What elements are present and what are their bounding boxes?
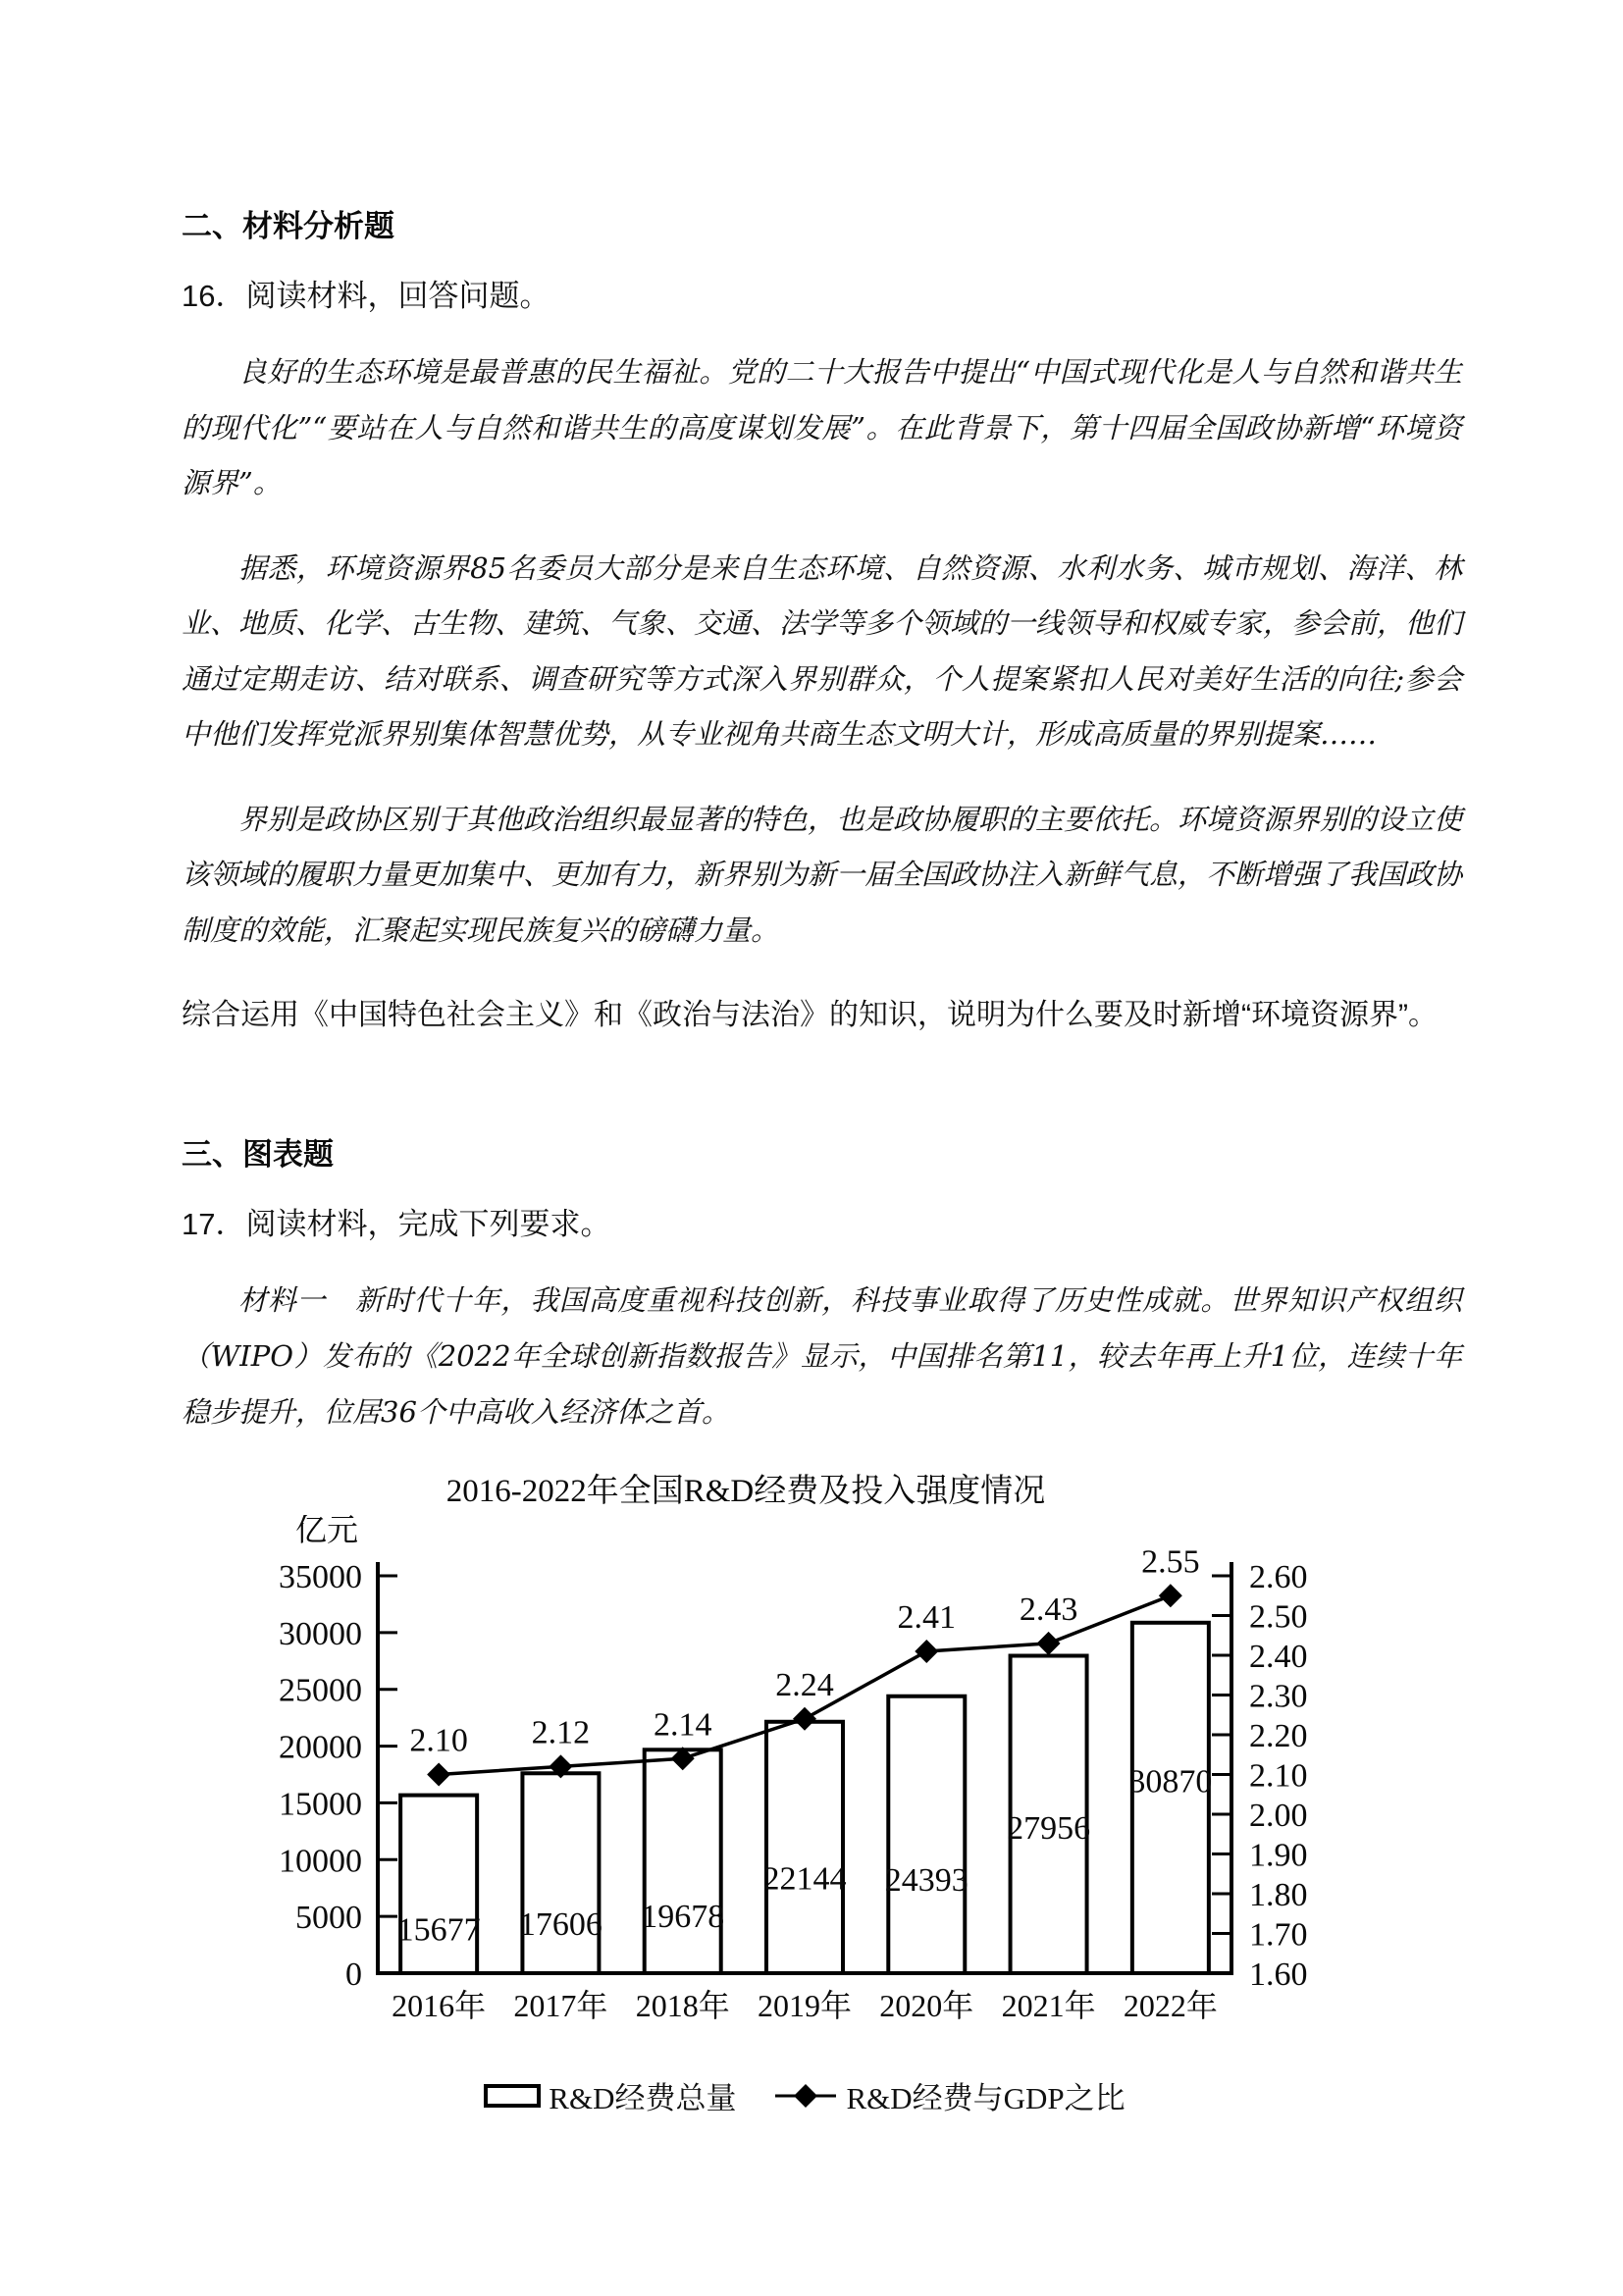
svg-text:24393: 24393 [884, 1862, 969, 1900]
svg-text:2.10: 2.10 [409, 1722, 468, 1759]
legend-item-bar [484, 2073, 736, 2117]
svg-text:2018年: 2018年 [635, 1988, 730, 2024]
svg-text:1.90: 1.90 [1249, 1837, 1308, 1874]
svg-text:2020年: 2020年 [879, 1988, 974, 2024]
svg-text:2022年: 2022年 [1123, 1988, 1218, 2024]
q16-material-paragraph-3: 界别是政协区别于其他政治组织最显著的特色，也是政协履职的主要依托。环境资源界别的设立使该领域的履职力量更加集中、更加有力，新界别为新一届全国政协注入新鲜气息，不断增强了我国政协制度的效能，汇聚起实现民族复兴的磅礴力量。 [182, 802, 1463, 947]
svg-text:2017年: 2017年 [513, 1988, 608, 2024]
svg-text:2.40: 2.40 [1249, 1639, 1308, 1676]
svg-text:15677: 15677 [396, 1911, 481, 1949]
svg-text:亿元: 亿元 [294, 1515, 359, 1548]
question-16-heading: 16．阅读材料，回答问题。 [182, 279, 550, 313]
svg-text:2021年: 2021年 [1001, 1988, 1096, 2024]
bar-swatch-icon [484, 2084, 541, 2108]
svg-text:2.10: 2.10 [1249, 1757, 1308, 1795]
svg-text:2.00: 2.00 [1249, 1798, 1308, 1835]
svg-text:35000: 35000 [279, 1559, 362, 1596]
svg-text:22144: 22144 [762, 1860, 847, 1898]
svg-text:2.50: 2.50 [1249, 1598, 1308, 1636]
svg-text:2019年: 2019年 [757, 1988, 853, 2024]
q16-task-text: 综合运用《中国特色社会主义》和《政治与法治》的知识，说明为什么要及时新增“环境资源界”。 [182, 999, 1438, 1032]
section-2-heading: 二、材料分析题 [182, 209, 394, 243]
rd-chart-svg [182, 1515, 1428, 2066]
chart-title: 2016-2022年全国R&D经费及投入强度情况 [445, 1474, 1046, 1510]
q16-material-paragraph-2: 据悉，环境资源界85名委员大部分是来自生态环境、自然资源、水利水务、城市规划、海洋、林业、地质、化学、古生物、建筑、气象、交通、法学等多个领域的一线领导和权威专家，参会前，他们通过定期走访、结对联系、调查研究等方式深入界别群众，个人提案紧扣人民对美好生活的向往;参会中他们发挥党派界别集体智慧优势，从专业视角共商生态文明大计，形成高质量的界别提案…… [182, 550, 1463, 752]
svg-text:30870: 30870 [1128, 1763, 1213, 1800]
svg-text:2.30: 2.30 [1249, 1678, 1308, 1715]
q17-material-1-paragraph: 材料一 新时代十年，我国高度重视科技创新，科技事业取得了历史性成就。世界知识产权组织（WIPO）发布的《2022年全球创新指数报告》显示，中国排名第11，较去年再上升1位，连续十年稳步提升，位居36个中高收入经济体之首。 [182, 1283, 1462, 1429]
svg-text:0: 0 [345, 1957, 362, 1994]
chart-legend [182, 2073, 1428, 2117]
svg-text:2.20: 2.20 [1249, 1718, 1308, 1755]
svg-text:2.14: 2.14 [653, 1706, 712, 1744]
q16-material-paragraph-1: 良好的生态环境是最普惠的民生福祉。党的二十大报告中提出“中国式现代化是人与自然和谐共生的现代化”“要站在人与自然和谐共生的高度谋划发展”。在此背景下，第十四届全国政协新增“环境资源界”。 [182, 355, 1462, 500]
svg-text:1.80: 1.80 [1249, 1877, 1308, 1914]
legend-item-line [773, 2073, 1125, 2117]
svg-text:10000: 10000 [279, 1843, 362, 1880]
section-3-heading: 三、图表题 [182, 1137, 334, 1173]
svg-text:5000: 5000 [295, 1900, 362, 1937]
svg-text:19678: 19678 [641, 1898, 725, 1935]
svg-text:17606: 17606 [518, 1906, 602, 1944]
legend-bar-label: R&D经费总量 [549, 2081, 737, 2116]
svg-text:1.70: 1.70 [1249, 1916, 1308, 1954]
svg-text:27956: 27956 [1007, 1810, 1091, 1848]
legend-line-label: R&D经费与GDP之比 [846, 2081, 1126, 2116]
svg-text:1.60: 1.60 [1249, 1957, 1308, 1994]
svg-text:2.60: 2.60 [1249, 1559, 1308, 1596]
svg-text:2.12: 2.12 [531, 1714, 591, 1751]
svg-text:20000: 20000 [279, 1729, 362, 1766]
svg-text:25000: 25000 [279, 1672, 362, 1709]
svg-text:2.55: 2.55 [1141, 1543, 1200, 1581]
section-spacer [182, 1043, 1466, 1129]
svg-text:2.24: 2.24 [775, 1666, 834, 1703]
rd-chart-block [182, 1465, 1447, 2117]
line-diamond-swatch-icon [773, 2082, 838, 2110]
svg-text:2.43: 2.43 [1019, 1591, 1078, 1628]
svg-text:2.41: 2.41 [897, 1599, 957, 1637]
question-17-heading: 17．阅读材料，完成下列要求。 [182, 1207, 611, 1242]
svg-text:30000: 30000 [279, 1615, 362, 1652]
svg-text:15000: 15000 [279, 1786, 362, 1823]
svg-text:2016年: 2016年 [392, 1988, 487, 2024]
